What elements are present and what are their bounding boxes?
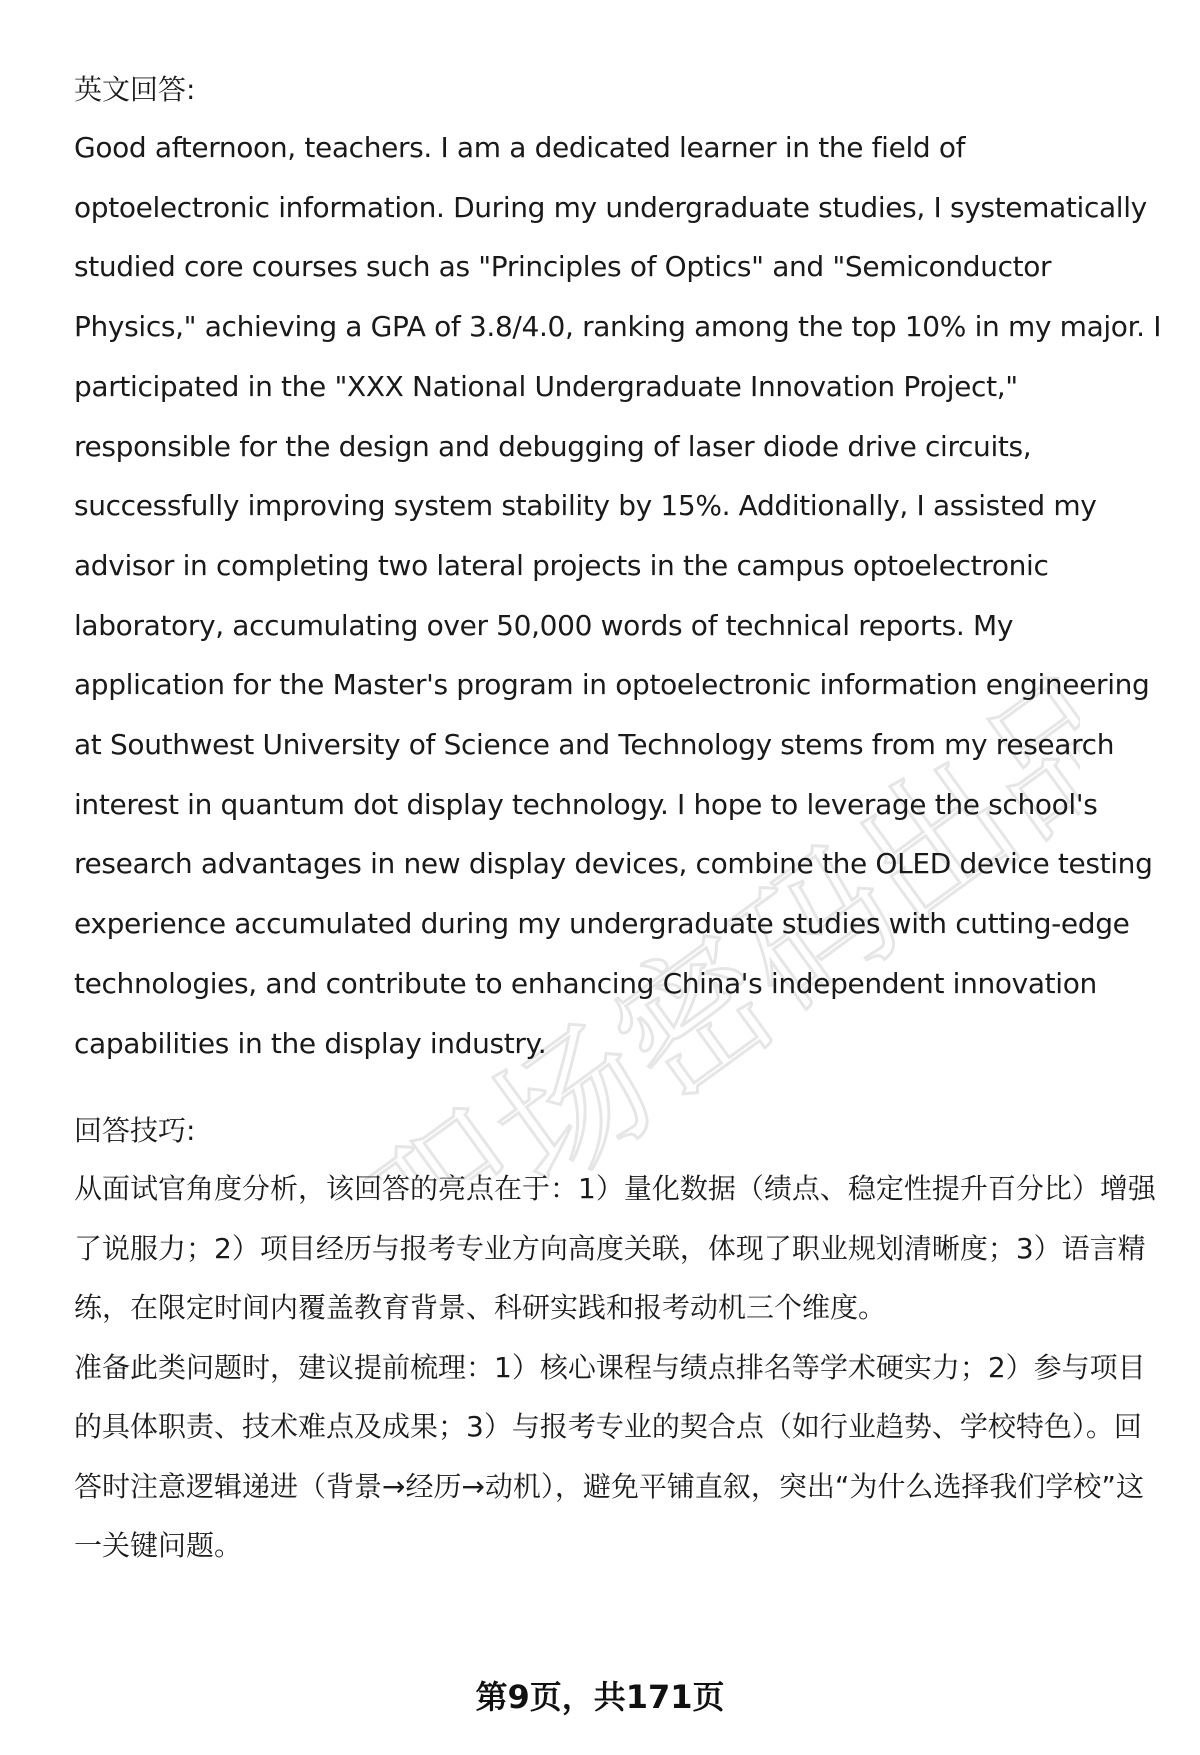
watermark-text: 职场密码出品 [340, 640, 1080, 1180]
answer-paragraph: Good afternoon, teachers. I am a dedicated learner in the field of optoelectronic information. During my undergraduate studies, I systematically studied core courses such as "Principles of Optics" and "Semiconductor Physics," achieving a GPA of 3.8/4.0, ranking among the top 10% in my major. I participated in the "XXX National Undergraduate Innovation Project," responsible for the design and debugging of laser diode drive circuits, successfully improving system stability by 15%. Additionally, I assisted my advisor in completing two lateral projects in the campus optoelectronic laboratory, accumulating over 50,000 words of technical reports. My application for the Master's program in optoelectronic information engineering at Southwest University of Science and Technology stems from my research interest in quantum dot display technology. I hope to leverage the school's research advantages in new display devices, combine the OLED device testing experience accumulated during my undergraduate studies with cutting-edge technologies, and contribute to enhancing China's independent innovation capabilities in the display industry. [74, 131, 1162, 1060]
document-page [74, 62, 1164, 1576]
page-number: 第9页，共171页 [475, 1678, 725, 1716]
answer-heading: 英文回答: [74, 73, 196, 106]
tips-heading: 回答技巧: [74, 1114, 196, 1148]
english-answer [74, 118, 1164, 1073]
tips-paragraph: 准备此类问题时，建议提前梳理：1）核心课程与绩点排名等学术硬实力；2）参与项目的具体职责、技术难点及成果；3）与报考专业的契合点（如行业趋势、学校特色）。回答时注意逻辑递进（背景→经历→动机），避免平铺直叙，突出“为什么选择我们学校”这一关键问题。 [74, 1350, 1146, 1563]
tips-body [74, 1159, 1164, 1576]
tips-paragraph: 从面试官角度分析，该回答的亮点在于：1）量化数据（绩点、稳定性提升百分比）增强了说服力；2）项目经历与报考专业方向高度关联，体现了职业规划清晰度；3）语言精练，在限定时间内覆盖教育背景、科研实践和报考动机三个维度。 [74, 1172, 1156, 1325]
